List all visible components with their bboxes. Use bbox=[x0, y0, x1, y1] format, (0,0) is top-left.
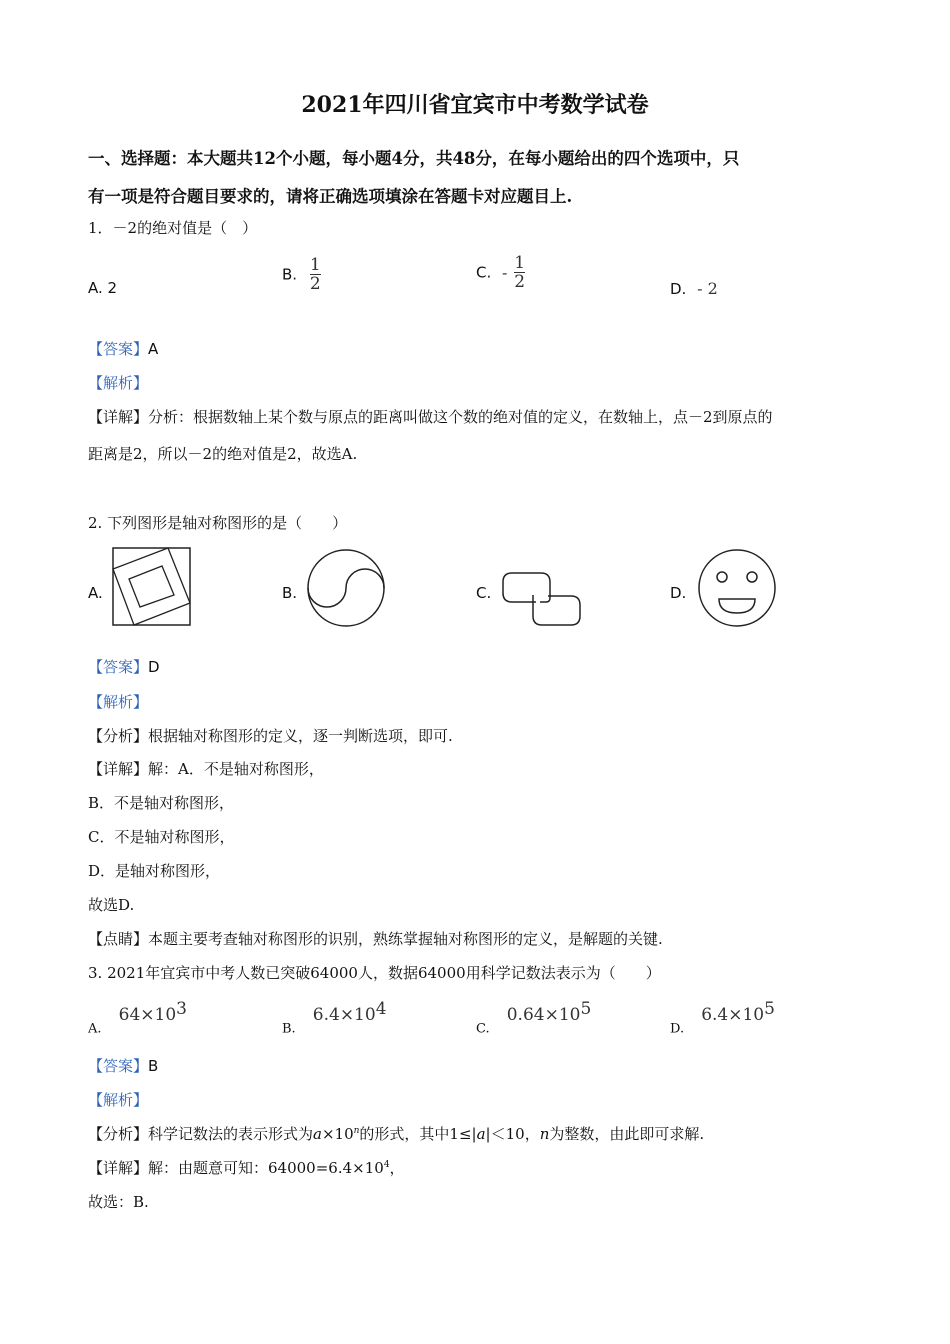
q1-answer bbox=[88, 338, 158, 359]
q3-detail-pre: 【详解】解：由题意可知：64000=6.4×10 bbox=[88, 1159, 384, 1177]
q3-analysis-a: a bbox=[313, 1125, 322, 1143]
answer-tag: 【答案】 bbox=[88, 1057, 149, 1075]
q3-analysis-mid: 的形式，其中1≤| bbox=[359, 1125, 477, 1143]
q1-option-b-numerator: 1 bbox=[309, 255, 321, 275]
q3-option-a-base: 64×10 bbox=[118, 1005, 177, 1026]
q2-detail: 【详解】解：A．不是轴对称图形， bbox=[88, 760, 324, 778]
q3-option-d-exp: 5 bbox=[764, 999, 775, 1019]
square-outer bbox=[113, 548, 190, 625]
q2-option-c-letter: C. bbox=[476, 584, 492, 602]
q2-option-d-letter: D. bbox=[670, 584, 687, 602]
q2-stem: 2. 下列图形是轴对称图形的是（ ） bbox=[88, 514, 348, 532]
chain-link-left bbox=[503, 573, 550, 602]
q1-option-d-value: - 2 bbox=[697, 279, 718, 298]
square-center bbox=[129, 566, 174, 607]
square-inner-tilted bbox=[113, 548, 190, 625]
q3-analysis-a2: a bbox=[476, 1125, 486, 1143]
q1-option-c bbox=[476, 254, 525, 291]
q1-option-c-denominator: 2 bbox=[514, 272, 526, 292]
q3-option-c-base: 0.64×10 bbox=[506, 1005, 581, 1026]
q3-analysis-tag: 【解析】 bbox=[88, 1091, 149, 1109]
q2-option-b-figure bbox=[305, 547, 387, 629]
q3-option-b bbox=[282, 999, 387, 1036]
section-heading-line1: 一、选择题：本大题共12个小题，每小题4分，共48分，在每小题给出的四个选项中，只 bbox=[88, 149, 740, 168]
q3-analysis-times: ×10 bbox=[321, 1125, 354, 1143]
q3-option-d-letter: D. bbox=[670, 1021, 685, 1037]
q1-option-a-value: 2 bbox=[107, 279, 118, 297]
q1-option-b bbox=[282, 256, 321, 293]
q3-answer bbox=[88, 1055, 158, 1076]
q1-stem: 1．－2的绝对值是（ ） bbox=[88, 219, 258, 237]
q2-option-a-figure bbox=[112, 547, 192, 627]
q3-option-a bbox=[88, 999, 187, 1036]
page-title: 2021年四川省宜宾市中考数学试卷 bbox=[301, 92, 649, 118]
q3-analysis-n-exp: n bbox=[353, 1126, 360, 1136]
q1-option-b-letter: B. bbox=[282, 265, 298, 284]
section-heading-line2: 有一项是符合题目要求的，请将正确选项填涂在答题卡对应题目上. bbox=[88, 187, 573, 206]
q3-option-d-base: 6.4×10 bbox=[701, 1005, 765, 1026]
q1-detail-line2: 距离是2，所以－2的绝对值是2，故选A. bbox=[88, 445, 358, 463]
q1-option-c-sign: - bbox=[502, 263, 508, 282]
q2-option-a-letter: A. bbox=[88, 584, 103, 602]
q1-detail-line1: 【详解】分析：根据数轴上某个数与原点的距离叫做这个数的绝对值的定义，在数轴上，点－2到原点的 bbox=[88, 408, 773, 426]
q1-option-b-fraction bbox=[310, 256, 321, 293]
q1-option-d bbox=[670, 279, 718, 298]
q3-choose: 故选：B. bbox=[88, 1193, 149, 1211]
q3-detail-post: ， bbox=[389, 1159, 405, 1177]
q1-option-a bbox=[88, 279, 117, 297]
q1-option-b-denominator: 2 bbox=[309, 274, 321, 294]
q3-option-c-letter: C. bbox=[476, 1021, 490, 1037]
smiley-face bbox=[699, 550, 775, 626]
answer-tag: 【答案】 bbox=[88, 658, 149, 676]
q3-option-a-letter: A. bbox=[88, 1021, 102, 1037]
q1-option-c-letter: C. bbox=[476, 263, 492, 282]
q1-analysis-tag: 【解析】 bbox=[88, 374, 149, 392]
answer-tag: 【答案】 bbox=[88, 340, 149, 358]
q3-stem: 3. 2021年宜宾市中考人数已突破64000人，数据64000用科学记数法表示为（ ） bbox=[88, 964, 661, 982]
q3-analysis-n2: n bbox=[539, 1125, 550, 1143]
q2-option-b-letter: B. bbox=[282, 584, 298, 602]
smiley-mouth bbox=[719, 599, 755, 613]
q3-analysis-post: 为整数，由此即可求解. bbox=[549, 1125, 705, 1143]
q1-option-d-letter: D. bbox=[670, 280, 687, 298]
q2-answer bbox=[88, 656, 160, 677]
q3-option-c bbox=[476, 999, 591, 1036]
q3-analysis bbox=[88, 1123, 704, 1144]
q3-detail-exp: 4 bbox=[383, 1160, 390, 1170]
q3-option-b-letter: B. bbox=[282, 1021, 296, 1037]
q3-detail bbox=[88, 1157, 405, 1178]
yin-yang-curve bbox=[308, 569, 384, 607]
q2-option-c-figure bbox=[500, 570, 584, 628]
q1-option-a-letter: A. bbox=[88, 279, 103, 297]
chain-link-right bbox=[533, 595, 580, 625]
q3-option-d bbox=[670, 999, 775, 1036]
q3-option-b-base: 6.4×10 bbox=[312, 1005, 376, 1026]
q2-analysis-tag: 【解析】 bbox=[88, 693, 149, 711]
q2-comment: 【点睛】本题主要考查轴对称图形的识别，熟练掌握轴对称图形的定义，是解题的关键. bbox=[88, 930, 663, 948]
q3-option-c-exp: 5 bbox=[580, 999, 592, 1019]
q2-choose: 故选D. bbox=[88, 896, 135, 914]
answer-value: A bbox=[148, 340, 159, 358]
smiley-left-eye bbox=[717, 572, 727, 582]
q3-analysis-mid2: |＜10， bbox=[485, 1125, 540, 1143]
q1-option-c-fraction bbox=[514, 254, 525, 291]
q3-option-a-exp: 3 bbox=[176, 999, 187, 1019]
q2-detail-c: C．不是轴对称图形， bbox=[88, 828, 235, 846]
q1-option-c-numerator: 1 bbox=[514, 253, 526, 273]
q2-option-d-figure bbox=[696, 547, 778, 629]
q3-option-b-exp: 4 bbox=[375, 999, 387, 1019]
smiley-right-eye bbox=[747, 572, 757, 582]
q3-analysis-pre: 【分析】科学记数法的表示形式为 bbox=[88, 1125, 314, 1143]
answer-value: B bbox=[148, 1057, 159, 1075]
q2-detail-b: B．不是轴对称图形， bbox=[88, 794, 235, 812]
q2-detail-d: D．是轴对称图形， bbox=[88, 862, 221, 880]
answer-value: D bbox=[148, 658, 160, 676]
q2-analysis: 【分析】根据轴对称图形的定义，逐一判断选项，即可. bbox=[88, 727, 453, 745]
